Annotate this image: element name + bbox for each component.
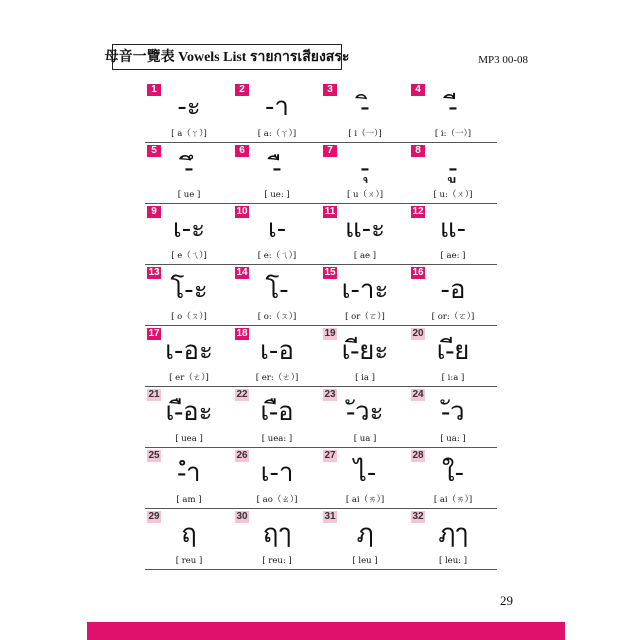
vowel-number-badge: 6 <box>235 145 249 157</box>
vowel-number-badge: 10 <box>236 206 248 217</box>
vowel-glyph: -ี <box>448 92 458 122</box>
vowel-cell <box>409 265 497 326</box>
vowel-cell <box>233 387 321 448</box>
vowel-number-badge: 8 <box>411 145 425 157</box>
vowel-cell <box>233 448 321 509</box>
vowel-cell <box>145 448 233 509</box>
vowel-number-badge: 7 <box>323 145 337 157</box>
vowel-romanization: [ i:a ] <box>441 373 465 383</box>
vowel-cell <box>233 204 321 265</box>
vowel-cell <box>233 265 321 326</box>
page-title: 母音一覽表 Vowels List รายการเสียงสระ <box>112 44 342 70</box>
vowel-number-badge: 15 <box>324 267 336 278</box>
vowel-glyph: ใ- <box>441 458 465 488</box>
vowel-cell <box>321 448 409 509</box>
vowel-number-badge: 25 <box>148 450 160 461</box>
vowel-cell <box>145 265 233 326</box>
vowel-number-badge: 11 <box>324 206 336 217</box>
vowel-cell <box>321 204 409 265</box>
vowel-romanization: [ or:（ㄛ）] <box>431 312 475 322</box>
vowel-glyph: เ-ือะ <box>165 397 213 427</box>
vowel-romanization: [ ae ] <box>353 251 377 261</box>
vowel-romanization: [ e:（ㄟ）] <box>257 251 297 261</box>
vowel-glyph: -อ <box>440 275 466 305</box>
vowel-romanization: [ uea ] <box>175 434 203 444</box>
vowel-romanization: [ or（ㄛ）] <box>345 312 385 322</box>
vowel-glyph: -ุ <box>360 153 370 183</box>
vowel-glyph: ฤ <box>181 519 197 549</box>
vowel-table <box>145 82 497 570</box>
vowel-number-badge: 2 <box>235 84 249 96</box>
vowel-number-badge: 32 <box>412 511 424 522</box>
vowel-number-badge: 19 <box>324 328 336 339</box>
vowel-romanization: [ ai（ㄞ）] <box>345 495 385 505</box>
vowel-romanization: [ ae: ] <box>440 251 466 261</box>
vowel-glyph: ฦ <box>356 519 374 549</box>
vowel-number-badge: 3 <box>323 84 337 96</box>
vowel-number-badge: 4 <box>411 84 425 96</box>
vowel-number-badge: 16 <box>412 267 424 278</box>
vowel-number-badge: 9 <box>147 206 161 218</box>
vowel-glyph: -ึ <box>184 153 194 183</box>
vowel-cell <box>321 387 409 448</box>
vowel-number-badge: 23 <box>324 389 336 400</box>
vowel-cell <box>321 509 409 570</box>
vowel-romanization: [ u（ㄨ）] <box>346 190 384 200</box>
vowel-cell <box>233 326 321 387</box>
vowel-romanization: [ a（ㄚ）] <box>171 129 207 139</box>
vowel-glyph: เ-า <box>260 458 294 488</box>
vowel-glyph: เ-อะ <box>165 336 213 366</box>
vowel-cell <box>145 82 233 143</box>
vowel-cell <box>409 326 497 387</box>
vowel-romanization: [ i:（一）] <box>434 129 472 139</box>
vowel-number-badge: 13 <box>148 267 160 278</box>
vowel-number-badge: 5 <box>147 145 161 157</box>
vowel-cell <box>409 82 497 143</box>
vowel-number-badge: 20 <box>412 328 424 339</box>
vowel-number-badge: 12 <box>412 206 424 217</box>
vowel-romanization: [ ue: ] <box>264 190 290 200</box>
vowel-romanization: [ a:（ㄚ）] <box>257 129 297 139</box>
vowel-cell <box>409 448 497 509</box>
vowel-romanization: [ am ] <box>176 495 202 505</box>
vowel-romanization: [ ao（ㄠ）] <box>256 495 298 505</box>
vowel-romanization: [ er:（ㄜ）] <box>255 373 299 383</box>
vowel-glyph: เ-าะ <box>341 275 389 305</box>
vowel-romanization: [ reu ] <box>175 556 203 566</box>
vowel-glyph: ฦๅ <box>438 519 468 549</box>
vowel-glyph: -ะ <box>177 92 201 122</box>
vowel-glyph: -ัว <box>441 397 465 427</box>
vowel-romanization: [ leu ] <box>352 556 378 566</box>
vowel-romanization: [ o（ㄡ）] <box>171 312 207 322</box>
vowel-number-badge: 30 <box>236 511 248 522</box>
vowel-glyph: เ- <box>267 214 287 244</box>
vowel-cell <box>409 143 497 204</box>
vowel-glyph: เ-ีย <box>436 336 470 366</box>
vowel-cell <box>409 204 497 265</box>
vowel-romanization: [ ia ] <box>355 373 375 383</box>
vowel-romanization: [ u:（ㄨ）] <box>433 190 473 200</box>
vowel-glyph: เ-ียะ <box>341 336 389 366</box>
vowel-number-badge: 14 <box>236 267 248 278</box>
footer-accent-bar <box>87 622 565 640</box>
vowel-romanization: [ e（ㄟ）] <box>171 251 207 261</box>
vowel-glyph: -ื <box>272 153 282 183</box>
vowel-number-badge: 24 <box>412 389 424 400</box>
vowel-number-badge: 27 <box>324 450 336 461</box>
vowel-cell <box>145 326 233 387</box>
vowel-cell <box>321 143 409 204</box>
vowel-cell <box>321 265 409 326</box>
vowel-romanization: [ uea: ] <box>261 434 293 444</box>
vowel-cell <box>145 387 233 448</box>
vowel-romanization: [ ue ] <box>177 190 201 200</box>
vowel-cell <box>321 82 409 143</box>
vowel-glyph: -ัวะ <box>346 397 384 427</box>
page-number: 29 <box>500 593 513 608</box>
vowel-number-badge: 31 <box>324 511 336 522</box>
vowel-cell <box>409 509 497 570</box>
vowel-romanization: [ er（ㄜ）] <box>169 373 209 383</box>
vowel-number-badge: 29 <box>148 511 160 522</box>
audio-track-reference: MP3 00-08 <box>478 54 528 66</box>
vowel-glyph: แ- <box>439 214 467 244</box>
vowel-cell <box>145 143 233 204</box>
vowel-glyph: ไ- <box>353 458 377 488</box>
vowel-number-badge: 17 <box>148 328 160 339</box>
vowel-cell <box>233 143 321 204</box>
vowel-glyph: โ- <box>265 275 289 305</box>
vowel-number-badge: 1 <box>147 84 161 96</box>
vowel-number-badge: 21 <box>148 389 160 400</box>
vowel-romanization: [ ai（ㄞ）] <box>433 495 473 505</box>
vowel-glyph: -า <box>265 92 289 122</box>
vowel-romanization: [ ua: ] <box>440 434 466 444</box>
vowel-cell <box>233 509 321 570</box>
vowel-glyph: โ-ะ <box>170 275 208 305</box>
vowel-number-badge: 28 <box>412 450 424 461</box>
vowel-romanization: [ reu: ] <box>262 556 292 566</box>
vowel-glyph: ฤๅ <box>262 519 292 549</box>
vowel-cell <box>321 326 409 387</box>
vowel-glyph: -ิ <box>360 92 370 122</box>
vowel-glyph: เ-ือ <box>260 397 294 427</box>
vowel-glyph: -ู <box>448 153 458 183</box>
vowel-glyph: เ-ะ <box>172 214 206 244</box>
vowel-romanization: [ leu: ] <box>438 556 468 566</box>
vowel-glyph: เ-อ <box>260 336 294 366</box>
vowel-cell <box>145 204 233 265</box>
vowel-romanization: [ ua ] <box>353 434 377 444</box>
vowel-romanization: [ o:（ㄡ）] <box>257 312 297 322</box>
vowel-glyph: -ำ <box>177 458 201 488</box>
vowel-cell <box>409 387 497 448</box>
vowel-number-badge: 22 <box>236 389 248 400</box>
vowel-cell <box>145 509 233 570</box>
vowel-number-badge: 18 <box>236 328 248 339</box>
vowel-number-badge: 26 <box>236 450 248 461</box>
vowel-glyph: แ-ะ <box>344 214 386 244</box>
vowel-romanization: [ i（一）] <box>348 129 382 139</box>
vowel-cell <box>233 82 321 143</box>
